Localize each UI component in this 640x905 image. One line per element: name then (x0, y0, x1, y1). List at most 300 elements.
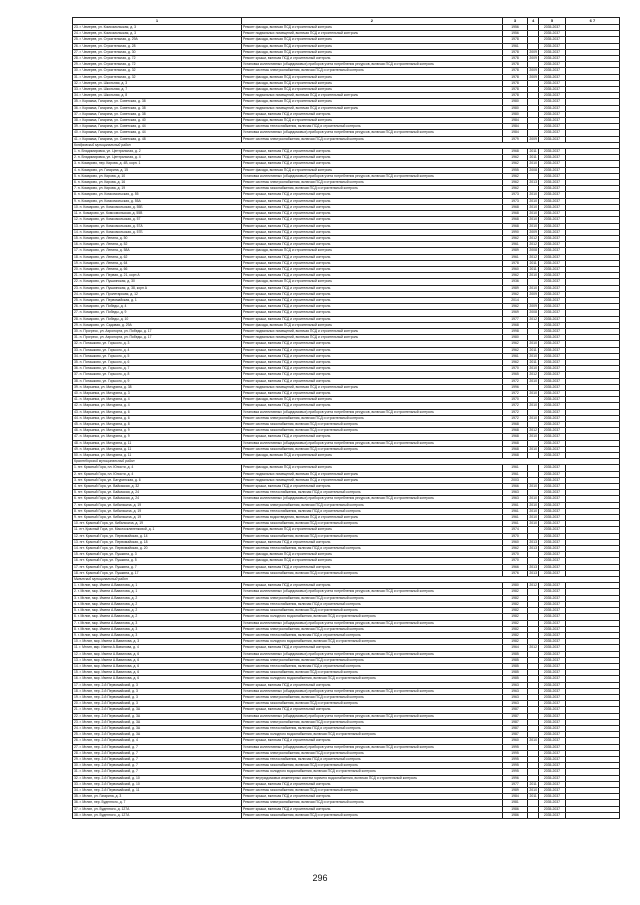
work-type-cell: Ремонт фасада, включая ПСД и строительный контроль (242, 37, 503, 43)
year-built-cell: 1963 (502, 701, 528, 707)
work-type-cell: Ремонт фасада, включая ПСД и строительный контроль (242, 397, 503, 403)
planned-period-cell: 2035-2037 (538, 372, 565, 378)
year-built-cell: 1968 (502, 211, 528, 217)
last-repair-year-cell: 2013 (529, 539, 537, 544)
year-built-cell: 1969 (502, 310, 528, 316)
year-built-cell: 1984 (502, 124, 528, 130)
address-cell: 19. г. Мглин, пер. 2-й Первомайский, д. 3 (73, 694, 242, 700)
work-type-cell: Ремонт системы газоснабжения, включая ПСД и строительный контроль (242, 570, 503, 576)
address-cell: 32. п. Поташково, ул. Горького, д. 3 (73, 341, 242, 347)
work-type-cell: Ремонт системы холодного водоснабжения, включая ПСД и строительный контроль (242, 676, 503, 682)
planned-period-cell: 2035-2037 (538, 155, 565, 161)
planned-period-cell: 2035-2037 (538, 787, 565, 793)
address-cell: 48. п. Марьинка, ул. Мичурина, д. 11 (73, 440, 242, 446)
work-type-cell: Ремонт крыши, включая ПСД и строительный контроль (242, 583, 503, 589)
last-repair-year-cell: 2010 (529, 353, 537, 358)
work-type-cell: Ремонт системы холодного водоснабжения, включая ПСД и строительный контроль (242, 639, 503, 645)
planned-period-cell: 2035-2037 (538, 608, 565, 614)
address-cell: 17. п. Комарово, ул. Ленина, д. 58А (73, 248, 242, 254)
planned-period-cell: 2035-2037 (538, 440, 565, 446)
address-cell: 45. п. Марьинка, ул. Мичурина, д. 8 (73, 422, 242, 428)
address-cell: 37. г. Мглин, ул. Буденного, д. 127А (73, 806, 242, 812)
year-built-cell: 1968 (502, 217, 528, 223)
year-built-cell: 2014 (502, 297, 528, 303)
year-built-cell: 1966 (502, 484, 528, 490)
year-built-cell: 1955 (502, 167, 528, 173)
last-repair-year-cell: 2011 (529, 794, 537, 799)
last-repair-year-cell: 2010 (529, 415, 537, 420)
address-cell: 14. п. Комарово, ул. Комсомольская, д. 57Б (73, 229, 242, 235)
planned-period-cell: 2035-2037 (538, 359, 565, 365)
last-repair-year-cell: 2010 (529, 223, 537, 228)
planned-period-cell: 2035-2037 (538, 111, 565, 117)
address-cell: 11. г. Мглин, мкр. Имени А.Вавилова, д. 4 (73, 645, 242, 651)
year-built-cell: 1968 (502, 422, 528, 428)
header-col-6-label: 6 (589, 18, 592, 24)
last-repair-year-cell: 2010 (529, 378, 537, 383)
year-built-cell: 1970 (502, 533, 528, 539)
work-type-cell: Ремонт фасада, включая ПСД и строительный контроль (242, 465, 503, 471)
address-cell: 37. п. Поташково, ул. Горького, д. 8 (73, 372, 242, 378)
planned-period-cell: 2035-2037 (538, 99, 565, 105)
address-cell: 24. п. Комарово, ул. Пролетарская, д. 12 (73, 291, 242, 297)
last-repair-year-cell: 2010 (529, 446, 537, 451)
year-built-cell: 1962 (502, 235, 528, 241)
last-repair-year-cell: 2010 (529, 484, 537, 489)
last-repair-year-cell: 2012 (529, 242, 537, 247)
address-cell: 11. п. Комарово, ул. Комсомольская, д. 55В (73, 211, 242, 217)
work-type-cell: Установка коллективных (общедомовых) приборов учета потребления ресурсов, включая ПСД и строительный контроль (242, 496, 503, 502)
work-type-cell: Ремонт системы электроснабжения, включая ПСД и строительный контроль (242, 694, 503, 700)
last-repair-year-cell: 2010 (529, 390, 537, 395)
work-type-cell: Ремонт крыши, включая ПСД и строительный контроль (242, 359, 503, 365)
planned-period-cell: 2035-2037 (538, 291, 565, 297)
year-built-cell: 1964 (502, 645, 528, 651)
last-repair-year-cell: 2010 (529, 502, 537, 507)
work-type-cell: Ремонт подвальных помещений, включая ПСД и строительный контроль (242, 384, 503, 390)
address-cell: 3. г. Мглин, мкр. Имени А.Вавилова, д. 2 (73, 595, 242, 601)
work-type-cell: Ремонт фасада, включая ПСД и строительный контроль (242, 87, 503, 93)
last-repair-year-cell: 2013 (529, 180, 537, 185)
planned-period-cell: 2035-2037 (538, 614, 565, 620)
year-built-cell: 1995 (502, 769, 528, 775)
address-cell: 1. п. Владимировка, ул. Центральная, д. 2 (73, 149, 242, 155)
last-repair-year-cell (528, 812, 539, 818)
planned-period-cell: 2035-2037 (538, 68, 565, 74)
work-type-cell: Ремонт системы теплоснабжения, включая ПСД и строительный контроль (242, 490, 503, 496)
address-cell: 28. п. Комарово, ул. Победы, д. 10 (73, 316, 242, 322)
work-type-cell: Ремонт фасада, включая ПСД и строительный контроль (242, 74, 503, 80)
work-type-cell: Ремонт системы теплоснабжения, включая ПСД и строительный контроль (242, 546, 503, 552)
address-cell: 4. г. Мглин, мкр. Имени А.Вавилова, д. 2 (73, 601, 242, 607)
year-built-cell: 1985 (502, 657, 528, 663)
year-built-cell: 1980 (502, 335, 528, 341)
planned-period-cell: 2035-2037 (538, 732, 565, 738)
year-built-cell: 1960 (502, 738, 528, 744)
year-built-cell: 1960 (502, 266, 528, 272)
year-built-cell: 1962 (502, 173, 528, 179)
planned-period-cell: 2035-2037 (538, 595, 565, 601)
last-repair-year-cell: 2010 (529, 366, 537, 371)
work-type-cell: Ремонт крыши, включая ПСД и строительный контроль (242, 211, 503, 217)
planned-period-cell: 2035-2037 (538, 676, 565, 682)
year-built-cell: 1968 (502, 223, 528, 229)
address-cell: 10. пгт. Красный Гора, ул. Кибальчича, д. 19 (73, 521, 242, 527)
work-type-cell: Ремонт системы газоснабжения, включая ПСД и строительный контроль (242, 670, 503, 676)
last-repair-year-cell: 2010 (529, 211, 537, 216)
work-type-cell: Ремонт крыши, включая ПСД и строительный контроль (242, 539, 503, 545)
last-repair-year-cell: 2011 (529, 781, 537, 786)
address-cell: 31. г. Мглин, пер. 2-й Первомайский, д. 7 (73, 769, 242, 775)
planned-period-cell: 2035-2037 (538, 422, 565, 428)
year-built-cell: 1961 (502, 254, 528, 260)
year-built-cell: 1961 (502, 515, 528, 521)
year-built-cell: 1963 (502, 682, 528, 688)
address-cell: 14. г. Мглин, мкр. Имени А.Вавилова, д. 6 (73, 663, 242, 669)
address-cell: 6. г. Мглин, мкр. Имени А.Вавилова, д. 2 (73, 614, 242, 620)
year-built-cell: 1970 (502, 366, 528, 372)
planned-period-cell: 2035-2037 (538, 539, 565, 545)
planned-period-cell: 2035-2037 (538, 198, 565, 204)
work-type-cell: Ремонт фасада, включая ПСД и строительный контроль (242, 99, 503, 105)
address-cell: 15. пгт. Красный Гора, ул. Пушкина, д. 3 (73, 552, 242, 558)
year-built-cell: 1961 (502, 353, 528, 359)
year-built-cell: 1996 (502, 775, 528, 781)
address-cell: 44. п. Марьинка, ул. Мичурина, д. 6 (73, 415, 242, 421)
address-cell: 10. п. Комарово, ул. Комсомольская, д. 55Б (73, 204, 242, 210)
work-type-cell: Ремонт крыши, включая ПСД и строительный контроль (242, 198, 503, 204)
year-built-cell: 1978 (502, 74, 528, 80)
planned-period-cell: 2035-2037 (538, 136, 565, 142)
address-cell: 21. п. Комарово, ул. Первая, д. 21, корп А (73, 273, 242, 279)
work-type-cell: Ремонт системы электроснабжения, включая ПСД и строительный контроль (242, 415, 503, 421)
work-type-cell: Ремонт крыши, включая ПСД и строительный контроль (242, 645, 503, 651)
work-type-cell: Ремонт крыши, включая ПСД и строительный контроль (242, 56, 503, 62)
year-built-cell: 1980 (502, 111, 528, 117)
address-cell: 14. пгт. Красный Гора, ул. Первомайская, д. 20 (73, 546, 242, 552)
year-built-cell: 1961 (502, 521, 528, 527)
work-type-cell: Установка коллективных (общедомовых) приборов учета потребления ресурсов, включая ПСД и строительный контроль (242, 713, 503, 719)
year-built-cell: 1961 (502, 43, 528, 49)
planned-period-cell: 2035-2037 (538, 56, 565, 62)
address-cell: 19. п. Комарово, ул. Ленина, д. 64 (73, 260, 242, 266)
work-type-cell: Ремонт системы теплоснабжения, включая ПСД и строительный контроль (242, 508, 503, 514)
year-built-cell: 1982 (502, 614, 528, 620)
address-cell: 39. г. Коряжма, Гагарина, ул. Советская, д. 44 (73, 124, 242, 130)
work-type-cell: Ремонт системы газоснабжения, включая ПСД и строительный контроль (242, 812, 503, 818)
work-type-cell: Установка коллективных (общедомовых) приборов учета потребления ресурсов, включая ПСД и строительный контроль (242, 589, 503, 595)
address-cell: 9. п. Комарово, ул. Комсомольская, д. 55А (73, 198, 242, 204)
year-built-cell: 1963 (502, 688, 528, 694)
address-cell: 2. п. Владимировка, ул. Центральная, д. 4 (73, 155, 242, 161)
table-row (73, 812, 620, 818)
work-type-cell: Установка коллективных (общедомовых) приборов учета потребления ресурсов, включая ПСД и строительный контроль (242, 62, 503, 68)
address-cell: 5. г. Мглин, мкр. Имени А.Вавилова, д. 2 (73, 608, 242, 614)
header-col-2: 2 (242, 18, 503, 25)
work-type-cell: Установка коллективных (общедомовых) приборов учета потребления ресурсов, включая ПСД и строительный контроль (242, 440, 503, 446)
year-built-cell: 1970 (502, 397, 528, 403)
last-repair-year-cell: 2010 (529, 161, 537, 166)
last-repair-year-cell: 2008 (529, 167, 537, 172)
planned-period-cell: 2035-2037 (538, 217, 565, 223)
planned-period-cell: 2035-2037 (538, 558, 565, 564)
work-type-cell: Ремонт фасада, включая ПСД и строительный контроль (242, 25, 503, 31)
planned-period-cell: 2035-2037 (538, 632, 565, 638)
address-cell: 27. п. Комарово, ул. Победы, д. 9 (73, 310, 242, 316)
work-type-cell: Ремонт крыши, включая ПСД и строительный контроль (242, 484, 503, 490)
last-repair-year-cell: 2010 (529, 273, 537, 278)
planned-period-cell: 2035-2037 (538, 663, 565, 669)
planned-period-cell: 2035-2037 (538, 105, 565, 111)
last-repair-year-cell: 2013 (529, 564, 537, 569)
work-type-cell: Ремонт системы электроснабжения, включая ПСД и строительный контроль (242, 719, 503, 725)
planned-period-cell: 2035-2037 (538, 204, 565, 210)
work-type-cell: Ремонт крыши, включая ПСД и строительный контроль (242, 682, 503, 688)
planned-period-cell: 2035-2037 (538, 446, 565, 452)
year-built-cell: 1978 (502, 80, 528, 86)
year-built-cell: 1989 (502, 787, 528, 793)
address-cell: 24. г. Чемерев, ул. Комсомольская, д. 3 (73, 31, 242, 37)
page-number: 296 (312, 873, 328, 883)
last-repair-year-cell: 2012 (529, 254, 537, 259)
planned-period-cell: 2035-2037 (538, 93, 565, 99)
planned-period-cell: 2035-2037 (538, 527, 565, 533)
year-built-cell: 1987 (502, 732, 528, 738)
work-type-cell: Ремонт системы электроснабжения, включая ПСД и строительный контроль (242, 750, 503, 756)
section-title: Мглинский муниципальный район (73, 577, 620, 583)
address-cell: 8. пгт. Красный Гора, ул. Кибальчича, д. 19 (73, 508, 242, 514)
work-type-cell: Ремонт фасада, включая ПСД и строительный контроль (242, 322, 503, 328)
planned-period-cell: 2035-2037 (538, 707, 565, 713)
planned-period-cell: 2035-2037 (538, 471, 565, 477)
table-header-row (73, 18, 620, 25)
planned-period-cell: 2035-2037 (538, 279, 565, 285)
planned-period-cell: 2035-2037 (538, 453, 565, 459)
address-cell: 35. г. Коряжма, Гагарина, ул. Советская, д. 38 (73, 99, 242, 105)
last-repair-year-cell: 2009 (529, 74, 537, 79)
planned-period-cell: 2035-2037 (538, 347, 565, 353)
year-built-cell: 1973 (502, 192, 528, 198)
planned-period-cell: 2035-2037 (538, 552, 565, 558)
work-type-cell: Ремонт фасада, включая ПСД и строительный контроль (242, 118, 503, 124)
planned-period-cell: 2035-2037 (538, 533, 565, 539)
address-cell: 21. г. Мглин, пер. 2-й Первомайский, д. 3А (73, 707, 242, 713)
address-cell: 23. г. Чемерев, ул. Комсомольская, д. 3 (73, 25, 242, 31)
last-repair-year-cell: 2009 (529, 49, 537, 54)
year-built-cell: 1972 (502, 415, 528, 421)
planned-period-cell: 2035-2037 (538, 378, 565, 384)
planned-period-cell: 2035-2037 (538, 37, 565, 43)
address-cell: 13. пгт. Красный Гора, ул. Первомайская, д. 18 (73, 539, 242, 545)
year-built-cell: 1987 (502, 719, 528, 725)
work-type-cell: Ремонт крыши, включая ПСД и строительный контроль (242, 229, 503, 235)
planned-period-cell: 2035-2037 (538, 341, 565, 347)
last-repair-year-cell: 2009 (529, 68, 537, 73)
year-built-cell: 1985 (502, 663, 528, 669)
planned-period-cell: 2035-2037 (538, 235, 565, 241)
work-type-cell: Ремонт подвальных помещений, включая ПСД и строительный контроль (242, 471, 503, 477)
header-col-6 (565, 18, 619, 25)
last-repair-year-cell: 2010 (529, 204, 537, 209)
work-type-cell: Ремонт системы электроснабжения, включая ПСД и строительный контроль (242, 136, 503, 142)
planned-period-cell: 2035-2037 (538, 366, 565, 372)
notes-cell (565, 812, 619, 818)
year-built-cell: 1978 (502, 49, 528, 55)
work-type-cell: Ремонт подвальных помещений, включая ПСД и строительный контроль (242, 477, 503, 483)
work-type-cell: Ремонт фасада, включая ПСД и строительный контроль (242, 49, 503, 55)
address-cell: 13. г. Мглин, мкр. Имени А.Вавилова, д. 6 (73, 657, 242, 663)
address-cell: 39. п. Марьинка, ул. Мичурина, д. 38 (73, 384, 242, 390)
planned-period-cell: 2035-2037 (538, 477, 565, 483)
planned-period-cell: 2035-2037 (538, 161, 565, 167)
address-cell: 47. п. Марьинка, ул. Мичурина, д. 9 (73, 434, 242, 440)
address-cell: 15. г. Мглин, мкр. Имени А.Вавилова, д. 6 (73, 670, 242, 676)
work-type-cell: Ремонт системы газоснабжения, включая ПСД и строительный контроль (242, 763, 503, 769)
last-repair-year-cell: 2010 (529, 198, 537, 203)
work-type-cell: Установка коллективных (общедомовых) приборов учета потребления ресурсов, включая ПСД и строительный контроль (242, 130, 503, 136)
year-built-cell: 1956 (502, 25, 528, 31)
year-built-cell: 1970 (502, 552, 528, 558)
work-type-cell: Ремонт системы газоснабжения, включая ПСД и строительный контроль (242, 428, 503, 434)
planned-period-cell: 2035-2037 (538, 118, 565, 124)
work-type-cell: Ремонт крыши, включая ПСД и строительный контроль (242, 316, 503, 322)
planned-period-cell: 2035-2037 (538, 589, 565, 595)
planned-period-cell: 2035-2037 (538, 620, 565, 626)
planned-period-cell: 2035-2037 (538, 242, 565, 248)
planned-period-cell: 2035-2037 (538, 229, 565, 235)
last-repair-year-cell: 2010 (529, 192, 537, 197)
address-cell: 25. г. Чемерев, ул. Строительная, д. 29А (73, 37, 242, 43)
address-cell: 8. п. Комарово, ул. Комсомольская, д. 55 (73, 192, 242, 198)
planned-period-cell: 2035-2037 (538, 43, 565, 49)
year-built-cell: 1982 (502, 632, 528, 638)
year-built-cell: 1962 (502, 304, 528, 310)
year-built-cell: 1963 (502, 490, 528, 496)
work-type-cell: Ремонт крыши, включая ПСД и строительный контроль (242, 297, 503, 303)
planned-period-cell: 2035-2037 (538, 260, 565, 266)
planned-period-cell: 2035-2037 (538, 80, 565, 86)
year-built-cell: 1976 (502, 570, 528, 576)
last-repair-year-cell: 2009 (529, 291, 537, 296)
address-cell: 7. п. Комарово, ул. Кирова, д. 19 (73, 186, 242, 192)
year-built-cell: 1962 (502, 186, 528, 192)
work-type-cell: Установка коллективных (общедомовых) приборов учета потребления ресурсов, включая ПСД и строительный контроль (242, 173, 503, 179)
planned-period-cell: 2035-2037 (538, 49, 565, 55)
work-type-cell: Ремонт крыши, включая ПСД и строительный контроль (242, 192, 503, 198)
planned-period-cell: 2035-2037 (538, 781, 565, 787)
year-built-cell: 1962 (502, 341, 528, 347)
work-type-cell: Ремонт крыши, включая ПСД и строительный контроль (242, 204, 503, 210)
planned-period-cell: 2035-2037 (538, 670, 565, 676)
planned-period-cell: 2035-2037 (538, 763, 565, 769)
address-cell: 17. пгт. Красный Гора, ул. Пушкина, д. 7 (73, 564, 242, 570)
work-type-cell: Ремонт фасада, включая ПСД и строительный контроль (242, 167, 503, 173)
work-type-cell: Ремонт системы электроснабжения, включая ПСД и строительный контроль (242, 657, 503, 663)
work-type-cell: Ремонт крыши, включая ПСД и строительный контроль (242, 372, 503, 378)
work-type-cell: Ремонт крыши, включая ПСД и строительный контроль (242, 223, 503, 229)
work-type-cell: Ремонт системы газоснабжения, включая ПСД и строительный контроль (242, 186, 503, 192)
last-repair-year-cell: 2009 (529, 136, 537, 141)
header-col-1: 1 (73, 18, 242, 25)
year-built-cell: 1995 (502, 756, 528, 762)
planned-period-cell: 2035-2037 (538, 645, 565, 651)
last-repair-year-cell: 2012 (529, 428, 537, 433)
address-cell: 35. п. Поташково, ул. Горького, д. 6 (73, 359, 242, 365)
year-built-cell: 1981 (502, 800, 528, 806)
address-cell: 31. п. Прогресс, ул. Аэропорта, ул. Победы, д. 17 (73, 335, 242, 341)
year-built-cell: 1962 (502, 161, 528, 167)
planned-period-cell: 2035-2037 (538, 688, 565, 694)
address-cell: 38. г. Коряжма, Гагарина, ул. Советская, д. 40 (73, 118, 242, 124)
work-type-cell: Ремонт системы газоснабжения, включая ПСД и строительный контроль (242, 521, 503, 527)
work-type-cell: Ремонт крыши, включая ПСД и строительный контроль (242, 564, 503, 570)
address-cell: 16. г. Мглин, мкр. Имени А.Вавилова, д. 6 (73, 676, 242, 682)
year-built-cell: 1962 (502, 155, 528, 161)
address-cell: 35. г. Мглин, ул. Гагарина, д. 3 (73, 794, 242, 800)
planned-period-cell: 2035-2037 (538, 87, 565, 93)
last-repair-year-cell: 2010 (529, 496, 537, 501)
address-cell: 8. г. Мглин, мкр. Имени А.Вавилова, д. 3 (73, 626, 242, 632)
address-cell: 22. г. Мглин, пер. 2-й Первомайский, д. 3А (73, 713, 242, 719)
year-built-cell: 1972 (502, 390, 528, 396)
address-cell: 29. г. Чемерев, ул. Строительная, д. 72 (73, 62, 242, 68)
work-type-cell: Установка коллективных (общедомовых) приборов учета потребления ресурсов, включая ПСД и строительный контроль (242, 688, 503, 694)
address-cell: 5. пгт. Красный Гора, ул. Байкаская, д. 24 (73, 490, 242, 496)
work-type-cell: Ремонт крыши, включая ПСД и строительный контроль (242, 403, 503, 409)
work-type-cell: Ремонт крыши, включая ПСД и строительный контроль (242, 707, 503, 713)
year-built-cell: 1978 (502, 37, 528, 43)
last-repair-year-cell: 2011 (529, 266, 537, 271)
year-built-cell: 1961 (502, 502, 528, 508)
year-built-cell: 1979 (502, 136, 528, 142)
work-type-cell: Ремонт подвальных помещений, включая ПСД и строительный контроль (242, 93, 503, 99)
planned-period-cell: 2035-2037 (538, 74, 565, 80)
work-type-cell: Ремонт крыши, включая ПСД и строительный контроль (242, 347, 503, 353)
year-built-cell: 1987 (502, 725, 528, 731)
address-cell: 7. г. Мглин, мкр. Имени А.Вавилова, д. 3 (73, 620, 242, 626)
year-built-cell: 1982 (502, 601, 528, 607)
address-cell: 9. г. Мглин, мкр. Имени А.Вавилова, д. 3 (73, 632, 242, 638)
year-built-cell: 1982 (502, 595, 528, 601)
year-built-cell: 1986 (502, 812, 528, 818)
planned-period-cell: 2035-2037 (538, 639, 565, 645)
address-cell: 29. г. Мглин, пер. 2-й Первомайский, д. 7 (73, 756, 242, 762)
planned-period-cell: 2035-2037 (538, 353, 565, 359)
address-cell: 41. п. Марьинка, ул. Мичурина, д. 4 (73, 397, 242, 403)
address-cell: 5. п. Комарово, ул. Кирова, д. 10 (73, 173, 242, 179)
year-built-cell: 1961 (502, 465, 528, 471)
work-type-cell: Ремонт подвальных помещений, включая ПСД и строительный контроль (242, 105, 503, 111)
year-built-cell: 1962 (502, 347, 528, 353)
header-col-4: 4 (528, 18, 539, 25)
address-cell: 12. п. Комарово, ул. Комсомольская, д. 57 (73, 217, 242, 223)
address-cell: 12. пгт. Красный Гора, ул. Первомайская, д. 14 (73, 533, 242, 539)
address-cell: 40. п. Марьинка, ул. Мичурина, д. 3 (73, 390, 242, 396)
planned-period-cell: 2035-2037 (538, 180, 565, 186)
work-type-cell: Ремонт крыши, включая ПСД и строительный контроль (242, 217, 503, 223)
planned-period-cell: 2035-2037 (538, 173, 565, 179)
address-cell: 22. п. Комарово, ул. Пушкинская, д. 30 (73, 279, 242, 285)
address-cell: 17. г. Мглин, пер. 2-й Первомайский, д. 3 (73, 682, 242, 688)
planned-period-cell: 2035-2037 (538, 601, 565, 607)
planned-period-cell: 2035-2037 (538, 304, 565, 310)
year-built-cell: 1980 (502, 105, 528, 111)
planned-period-cell: 2035-2037 (538, 465, 565, 471)
planned-period-cell: 2035-2037 (538, 651, 565, 657)
work-type-cell: Ремонт системы электроснабжения, включая ПСД и строительный контроль (242, 180, 503, 186)
year-built-cell: 1989 (502, 248, 528, 254)
last-repair-year-cell: 2010 (529, 787, 537, 792)
